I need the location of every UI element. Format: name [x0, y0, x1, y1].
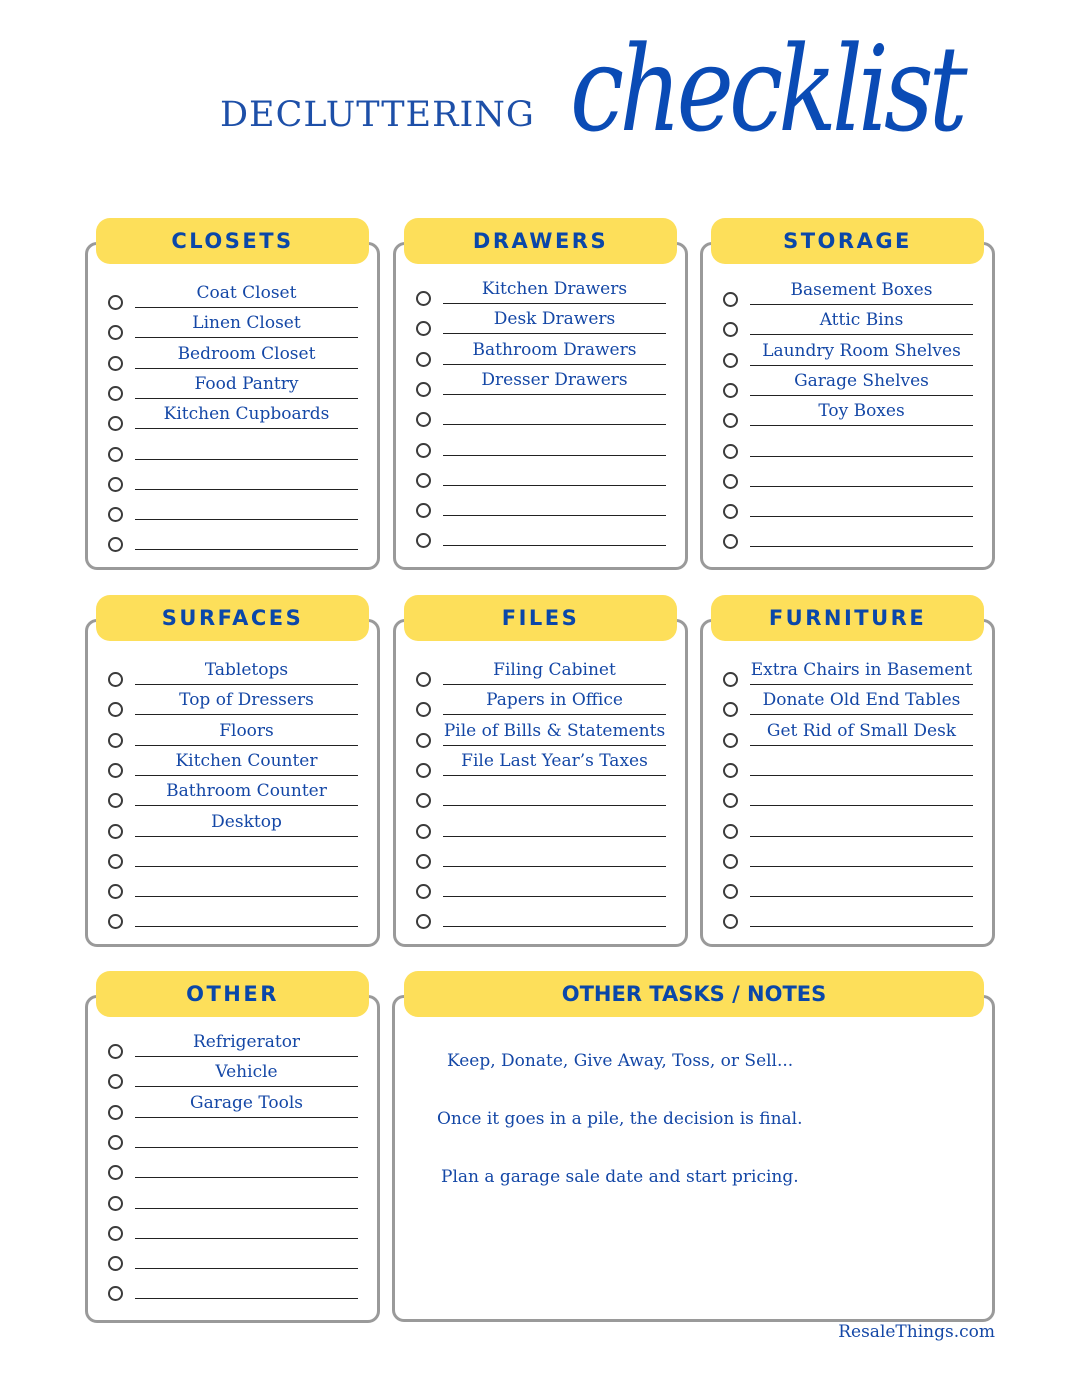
- circle-checkbox-icon[interactable]: [108, 672, 123, 687]
- item-text[interactable]: Coat Closet: [196, 283, 297, 303]
- other-header: OTHER: [96, 971, 369, 1017]
- write-line: [750, 745, 973, 746]
- write-line: [135, 1147, 358, 1148]
- item-text[interactable]: Kitchen Drawers: [481, 279, 628, 299]
- closets-item-row[interactable]: [108, 401, 368, 431]
- write-line: [135, 1086, 358, 1087]
- write-line: [750, 926, 973, 927]
- item-text[interactable]: Extra Chairs in Basement: [750, 660, 973, 680]
- circle-checkbox-icon[interactable]: [108, 733, 123, 748]
- write-line: [135, 714, 358, 715]
- write-line: [135, 896, 358, 897]
- files-item-row[interactable]: [416, 748, 676, 778]
- write-line: [443, 545, 666, 546]
- files-header: FILES: [404, 595, 677, 641]
- page-header: [0, 0, 1080, 200]
- write-line: [750, 395, 973, 396]
- item-text[interactable]: Kitchen Cupboards: [163, 404, 330, 425]
- surfaces-item-row[interactable]: [108, 778, 368, 808]
- storage-item-row[interactable]: [723, 277, 983, 307]
- write-line: [443, 896, 666, 897]
- closets-item-row[interactable]: [108, 492, 368, 522]
- surfaces-item-row[interactable]: [108, 809, 368, 839]
- files-item-row[interactable]: [416, 778, 676, 808]
- other-item-row[interactable]: [108, 1029, 368, 1059]
- write-line: [443, 836, 666, 837]
- drawers-item-row[interactable]: [416, 428, 676, 458]
- write-line: [135, 775, 358, 776]
- furniture-item-row[interactable]: [723, 657, 983, 687]
- write-line: [135, 549, 358, 550]
- furniture-item-row[interactable]: [723, 778, 983, 808]
- write-line: [750, 684, 973, 685]
- files-item-row[interactable]: [416, 809, 676, 839]
- write-line: [135, 307, 358, 308]
- item-text[interactable]: Desk Drawers: [493, 309, 616, 330]
- write-line: [443, 866, 666, 867]
- furniture-item-row[interactable]: [723, 839, 983, 869]
- item-text[interactable]: Food Pantry: [194, 373, 299, 394]
- circle-checkbox-icon[interactable]: [723, 322, 738, 337]
- other-item-row[interactable]: [108, 1090, 368, 1120]
- item-text[interactable]: Filing Cabinet: [493, 660, 616, 680]
- item-text[interactable]: Get Rid of Small Desk: [766, 720, 957, 741]
- surfaces-item-row[interactable]: [108, 748, 368, 778]
- write-line: [135, 866, 358, 867]
- drawers-item-row[interactable]: [416, 306, 676, 336]
- drawers-item-row[interactable]: [416, 276, 676, 306]
- item-text[interactable]: Floors: [219, 720, 274, 741]
- circle-checkbox-icon[interactable]: [108, 763, 123, 778]
- item-text[interactable]: Tabletops: [204, 660, 289, 680]
- write-line: [750, 866, 973, 867]
- write-line: [443, 333, 666, 334]
- circle-checkbox-icon[interactable]: [108, 1105, 123, 1120]
- circle-checkbox-icon[interactable]: [108, 884, 123, 899]
- closets-item-row[interactable]: [108, 341, 368, 371]
- circle-checkbox-icon[interactable]: [416, 382, 431, 397]
- item-text[interactable]: Bathroom Counter: [166, 781, 327, 802]
- notes-header: OTHER TASKS / NOTES: [404, 971, 984, 1017]
- write-line: [750, 836, 973, 837]
- item-text[interactable]: Basement Boxes: [790, 280, 933, 300]
- write-line: [443, 926, 666, 927]
- write-line: [135, 745, 358, 746]
- circle-checkbox-icon[interactable]: [108, 702, 123, 717]
- closets-item-row[interactable]: [108, 522, 368, 552]
- write-line: [135, 398, 358, 399]
- write-line: [443, 364, 666, 365]
- circle-checkbox-icon[interactable]: [723, 884, 738, 899]
- circle-checkbox-icon[interactable]: [723, 763, 738, 778]
- surfaces-item-row[interactable]: [108, 869, 368, 899]
- write-line: [750, 546, 973, 547]
- item-text[interactable]: Donate Old End Tables: [762, 690, 961, 711]
- furniture-item-row[interactable]: [723, 809, 983, 839]
- circle-checkbox-icon[interactable]: [108, 416, 123, 431]
- circle-checkbox-icon[interactable]: [723, 793, 738, 808]
- write-line: [750, 486, 973, 487]
- write-line: [135, 1117, 358, 1118]
- circle-checkbox-icon[interactable]: [108, 356, 123, 371]
- circle-checkbox-icon[interactable]: [723, 854, 738, 869]
- item-text[interactable]: Desktop: [211, 811, 282, 832]
- circle-checkbox-icon[interactable]: [416, 412, 431, 427]
- circle-checkbox-icon[interactable]: [108, 824, 123, 839]
- storage-header: STORAGE: [711, 218, 984, 264]
- circle-checkbox-icon[interactable]: [416, 854, 431, 869]
- circle-checkbox-icon[interactable]: [416, 914, 431, 929]
- surfaces-item-row[interactable]: [108, 718, 368, 748]
- item-text[interactable]: Toy Boxes: [818, 401, 905, 422]
- closets-item-row[interactable]: [108, 462, 368, 492]
- write-line: [750, 714, 973, 715]
- storage-item-row[interactable]: [723, 489, 983, 519]
- files-item-row[interactable]: [416, 869, 676, 899]
- notes-card: [392, 995, 995, 1322]
- circle-checkbox-icon[interactable]: [723, 672, 738, 687]
- item-text[interactable]: Linen Closet: [192, 313, 301, 334]
- circle-checkbox-icon[interactable]: [416, 793, 431, 808]
- circle-checkbox-icon[interactable]: [108, 914, 123, 929]
- write-line: [750, 516, 973, 517]
- closets-item-row[interactable]: [108, 371, 368, 401]
- write-line: [135, 684, 358, 685]
- write-line: [443, 714, 666, 715]
- circle-checkbox-icon[interactable]: [416, 291, 431, 306]
- other-item-row[interactable]: [108, 1211, 368, 1241]
- write-line: [135, 489, 358, 490]
- write-line: [750, 334, 973, 335]
- furniture-item-row[interactable]: [723, 687, 983, 717]
- circle-checkbox-icon[interactable]: [723, 474, 738, 489]
- furniture-item-row[interactable]: [723, 899, 983, 929]
- write-line: [135, 1177, 358, 1178]
- write-line: [443, 455, 666, 456]
- circle-checkbox-icon[interactable]: [416, 733, 431, 748]
- storage-item-row[interactable]: [723, 368, 983, 398]
- surfaces-item-row[interactable]: [108, 839, 368, 869]
- circle-checkbox-icon[interactable]: [723, 444, 738, 459]
- item-text[interactable]: Dresser Drawers: [481, 369, 628, 390]
- drawers-item-row[interactable]: [416, 337, 676, 367]
- circle-checkbox-icon[interactable]: [108, 1135, 123, 1150]
- circle-checkbox-icon[interactable]: [108, 386, 123, 401]
- write-line: [135, 1268, 358, 1269]
- write-line: [443, 303, 666, 304]
- write-line: [135, 1298, 358, 1299]
- page-title: DECLUTTERING: [220, 95, 535, 135]
- note-line-2: Once it goes in a pile, the decision is final.: [437, 1109, 803, 1129]
- circle-checkbox-icon[interactable]: [723, 292, 738, 307]
- circle-checkbox-icon[interactable]: [108, 537, 123, 552]
- item-text[interactable]: Pile of Bills & Statements: [443, 720, 666, 741]
- storage-item-row[interactable]: [723, 519, 983, 549]
- circle-checkbox-icon[interactable]: [416, 503, 431, 518]
- write-line: [443, 485, 666, 486]
- item-text[interactable]: Top of Dressers: [179, 690, 314, 711]
- closets-item-row[interactable]: [108, 432, 368, 462]
- circle-checkbox-icon[interactable]: [416, 824, 431, 839]
- files-item-row[interactable]: [416, 899, 676, 929]
- circle-checkbox-icon[interactable]: [108, 1256, 123, 1271]
- closets-item-row[interactable]: [108, 310, 368, 340]
- circle-checkbox-icon[interactable]: [108, 325, 123, 340]
- furniture-header: FURNITURE: [711, 595, 984, 641]
- closets-item-row[interactable]: [108, 280, 368, 310]
- write-line: [135, 519, 358, 520]
- surfaces-item-row[interactable]: [108, 899, 368, 929]
- write-line: [750, 365, 973, 366]
- circle-checkbox-icon[interactable]: [416, 533, 431, 548]
- write-line: [750, 896, 973, 897]
- circle-checkbox-icon[interactable]: [108, 477, 123, 492]
- note-line-1: Keep, Donate, Give Away, Toss, or Sell...: [447, 1051, 794, 1071]
- circle-checkbox-icon[interactable]: [108, 1074, 123, 1089]
- page-title-script: checklist: [570, 20, 963, 158]
- write-line: [135, 428, 358, 429]
- storage-item-row[interactable]: [723, 429, 983, 459]
- other-item-row[interactable]: [108, 1150, 368, 1180]
- circle-checkbox-icon[interactable]: [723, 413, 738, 428]
- files-item-row[interactable]: [416, 657, 676, 687]
- item-text[interactable]: Garage Shelves: [794, 370, 929, 391]
- item-text[interactable]: Laundry Room Shelves: [762, 340, 961, 361]
- other-item-row[interactable]: [108, 1120, 368, 1150]
- circle-checkbox-icon[interactable]: [108, 447, 123, 462]
- closets-header: CLOSETS: [96, 218, 369, 264]
- circle-checkbox-icon[interactable]: [723, 383, 738, 398]
- write-line: [443, 394, 666, 395]
- other-item-row[interactable]: [108, 1271, 368, 1301]
- circle-checkbox-icon[interactable]: [416, 884, 431, 899]
- circle-checkbox-icon[interactable]: [108, 1044, 123, 1059]
- files-item-row[interactable]: [416, 839, 676, 869]
- drawers-item-row[interactable]: [416, 488, 676, 518]
- circle-checkbox-icon[interactable]: [416, 352, 431, 367]
- storage-item-row[interactable]: [723, 307, 983, 337]
- write-line: [750, 456, 973, 457]
- surfaces-header: SURFACES: [96, 595, 369, 641]
- footer-site: ResaleThings.com: [838, 1322, 995, 1342]
- circle-checkbox-icon[interactable]: [723, 824, 738, 839]
- write-line: [135, 805, 358, 806]
- item-text[interactable]: Bathroom Drawers: [472, 339, 637, 360]
- circle-checkbox-icon[interactable]: [723, 733, 738, 748]
- write-line: [135, 459, 358, 460]
- furniture-item-row[interactable]: [723, 869, 983, 899]
- write-line: [135, 836, 358, 837]
- drawers-item-row[interactable]: [416, 518, 676, 548]
- circle-checkbox-icon[interactable]: [108, 1226, 123, 1241]
- drawers-item-row[interactable]: [416, 458, 676, 488]
- note-line-3: Plan a garage sale date and start pricing.: [441, 1167, 799, 1187]
- furniture-item-row[interactable]: [723, 748, 983, 778]
- write-line: [750, 805, 973, 806]
- files-item-row[interactable]: [416, 718, 676, 748]
- write-line: [135, 1238, 358, 1239]
- circle-checkbox-icon[interactable]: [416, 702, 431, 717]
- write-line: [135, 926, 358, 927]
- circle-checkbox-icon[interactable]: [723, 353, 738, 368]
- drawers-header: DRAWERS: [404, 218, 677, 264]
- circle-checkbox-icon[interactable]: [108, 295, 123, 310]
- drawers-item-row[interactable]: [416, 367, 676, 397]
- drawers-item-row[interactable]: [416, 397, 676, 427]
- write-line: [443, 745, 666, 746]
- circle-checkbox-icon[interactable]: [108, 1286, 123, 1301]
- item-text[interactable]: Refrigerator: [192, 1032, 301, 1052]
- circle-checkbox-icon[interactable]: [108, 1165, 123, 1180]
- item-text[interactable]: Vehicle: [215, 1062, 278, 1083]
- write-line: [750, 775, 973, 776]
- write-line: [750, 304, 973, 305]
- write-line: [135, 1056, 358, 1057]
- write-line: [750, 425, 973, 426]
- write-line: [443, 515, 666, 516]
- write-line: [443, 775, 666, 776]
- other-item-row[interactable]: [108, 1059, 368, 1089]
- circle-checkbox-icon[interactable]: [723, 504, 738, 519]
- circle-checkbox-icon[interactable]: [108, 793, 123, 808]
- write-line: [135, 1208, 358, 1209]
- circle-checkbox-icon[interactable]: [723, 702, 738, 717]
- write-line: [443, 805, 666, 806]
- item-text[interactable]: File Last Year’s Taxes: [461, 750, 648, 771]
- other-item-row[interactable]: [108, 1181, 368, 1211]
- circle-checkbox-icon[interactable]: [108, 1196, 123, 1211]
- circle-checkbox-icon[interactable]: [416, 321, 431, 336]
- write-line: [135, 337, 358, 338]
- item-text[interactable]: Papers in Office: [486, 690, 623, 711]
- circle-checkbox-icon[interactable]: [723, 534, 738, 549]
- files-item-row[interactable]: [416, 687, 676, 717]
- storage-item-row[interactable]: [723, 398, 983, 428]
- write-line: [443, 424, 666, 425]
- circle-checkbox-icon[interactable]: [416, 473, 431, 488]
- item-text[interactable]: Kitchen Counter: [175, 750, 318, 771]
- furniture-item-row[interactable]: [723, 718, 983, 748]
- storage-item-row[interactable]: [723, 459, 983, 489]
- storage-item-row[interactable]: [723, 338, 983, 368]
- other-item-row[interactable]: [108, 1241, 368, 1271]
- circle-checkbox-icon[interactable]: [416, 763, 431, 778]
- item-text[interactable]: Bedroom Closet: [177, 343, 316, 364]
- circle-checkbox-icon[interactable]: [108, 854, 123, 869]
- surfaces-item-row[interactable]: [108, 657, 368, 687]
- circle-checkbox-icon[interactable]: [416, 443, 431, 458]
- circle-checkbox-icon[interactable]: [723, 914, 738, 929]
- surfaces-item-row[interactable]: [108, 687, 368, 717]
- circle-checkbox-icon[interactable]: [108, 507, 123, 522]
- write-line: [135, 368, 358, 369]
- item-text[interactable]: Garage Tools: [190, 1092, 303, 1113]
- write-line: [443, 684, 666, 685]
- circle-checkbox-icon[interactable]: [416, 672, 431, 687]
- item-text[interactable]: Attic Bins: [819, 310, 904, 331]
